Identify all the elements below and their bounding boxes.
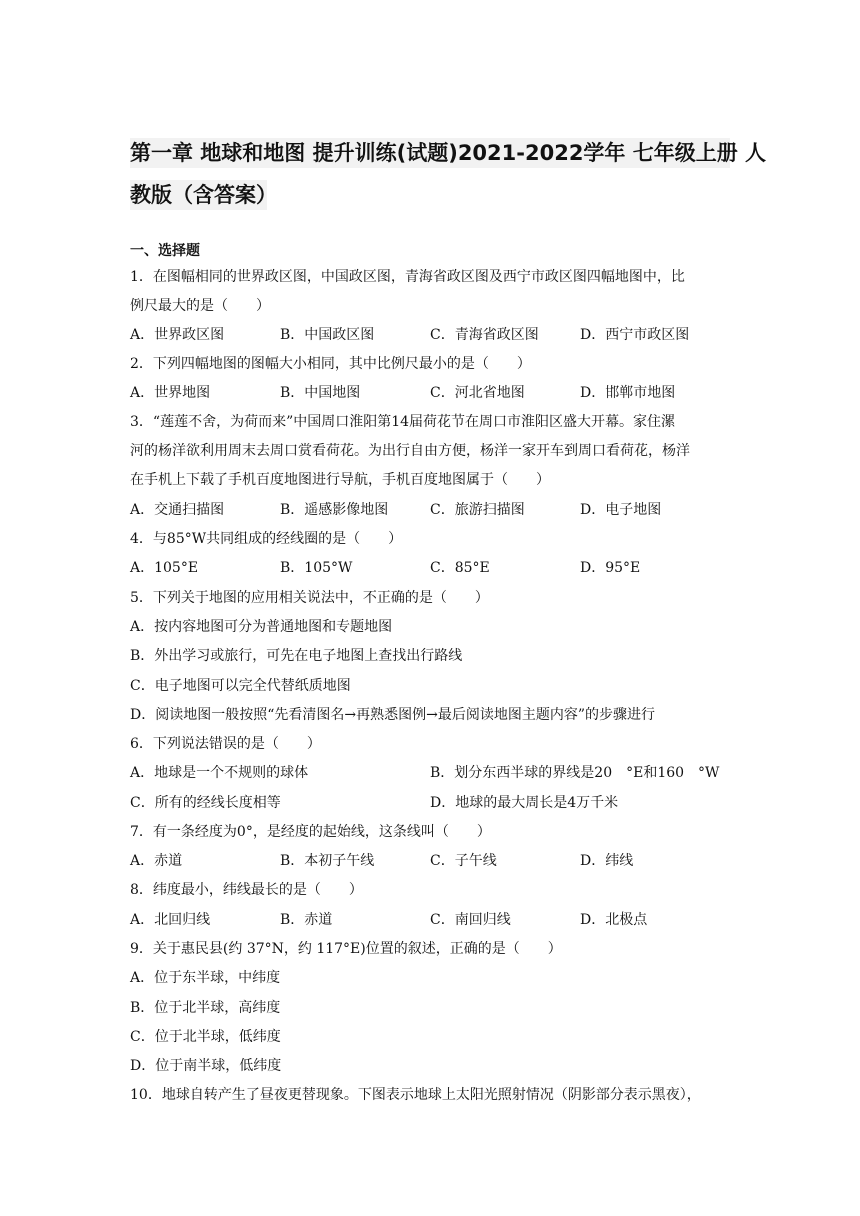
question-9-option-c: C．位于北半球，低纬度 xyxy=(130,1029,281,1045)
question-4-option-b: B．105°W xyxy=(280,560,353,576)
question-9-option-d: D．位于南半球，低纬度 xyxy=(130,1058,282,1074)
question-5-option-d: D．阅读地图一般按照“先看清图名→再熟悉图例→最后阅读地图主题内容”的步骤进行 xyxy=(130,707,655,723)
question-5-option-b: B．外出学习或旅行，可先在电子地图上查找出行路线 xyxy=(130,648,463,664)
question-1-option-a: A．世界政区图 xyxy=(130,327,225,343)
question-8-option-a: A．北回归线 xyxy=(130,912,211,928)
document-title-line-2: 教版（含答案） xyxy=(130,180,267,210)
question-9-stem: 9．关于惠民县(约 37°N，约 117°E)位置的叙述，正确的是（ ） xyxy=(130,941,562,957)
question-5-option-c: C．电子地图可以完全代替纸质地图 xyxy=(130,678,351,694)
question-6-option-c: C．所有的经线长度相等 xyxy=(130,795,281,811)
question-10-stem: 10．地球自转产生了昼夜更替现象。下图表示地球上太阳光照射情况（阴影部分表示黑夜）， xyxy=(130,1087,701,1103)
question-8-option-c: C．南回归线 xyxy=(430,912,511,928)
question-1-option-c: C．青海省政区图 xyxy=(430,327,539,343)
document-title-line-1: 第一章 地球和地图 提升训练(试题)2021-2022学年 七年级上册 人 xyxy=(130,138,730,168)
question-1-stem-line-1: 1．在图幅相同的世界政区图，中国政区图，青海省政区图及西宁市政区图四幅地图中，比 xyxy=(130,269,685,285)
question-7-option-a: A．赤道 xyxy=(130,853,183,869)
question-1-stem-line-2: 例尺最大的是（ ） xyxy=(130,298,270,314)
question-6-option-d: D．地球的最大周长是4万千米 xyxy=(430,795,619,811)
question-7-option-d: D．纬线 xyxy=(580,853,634,869)
question-1-option-d: D．西宁市政区图 xyxy=(580,327,690,343)
question-2-option-a: A．世界地图 xyxy=(130,385,211,401)
question-6-stem: 6．下列说法错误的是（ ） xyxy=(130,736,321,752)
question-3-stem-line-2: 河的杨洋欲利用周末去周口赏看荷花。为出行自由方便，杨洋一家开车到周口看荷花，杨洋 xyxy=(130,443,690,459)
question-3-stem-line-1: 3．“莲莲不舍，为荷而来”中国周口淮阳第14届荷花节在周口市淮阳区盛大开幕。家住漯 xyxy=(130,414,676,430)
question-9-option-b: B．位于北半球，高纬度 xyxy=(130,1000,281,1016)
question-8-stem: 8．纬度最小，纬线最长的是（ ） xyxy=(130,882,363,898)
question-4-option-d: D．95°E xyxy=(580,560,641,576)
section-heading: 一、选择题 xyxy=(130,243,200,259)
question-3-option-b: B．遥感影像地图 xyxy=(280,502,389,518)
question-2-option-b: B．中国地图 xyxy=(280,385,361,401)
question-4-option-a: A．105°E xyxy=(130,560,199,576)
question-3-stem-line-3: 在手机上下载了手机百度地图进行导航，手机百度地图属于（ ） xyxy=(130,472,550,488)
question-3-option-d: D．电子地图 xyxy=(580,502,662,518)
question-7-option-b: B．本初子午线 xyxy=(280,853,375,869)
question-4-stem: 4．与85°W共同组成的经线圈的是（ ） xyxy=(130,531,403,547)
question-5-option-a: A．按内容地图可分为普通地图和专题地图 xyxy=(130,619,393,635)
question-2-stem: 2．下列四幅地图的图幅大小相同，其中比例尺最小的是（ ） xyxy=(130,356,531,372)
question-7-option-c: C．子午线 xyxy=(430,853,497,869)
question-7-stem: 7．有一条经度为0°，是经度的起始线，这条线叫（ ） xyxy=(130,824,491,840)
question-8-option-d: D．北极点 xyxy=(580,912,648,928)
question-4-option-c: C．85°E xyxy=(430,560,490,576)
question-8-option-b: B．赤道 xyxy=(280,912,333,928)
question-6-option-a: A．地球是一个不规则的球体 xyxy=(130,765,309,781)
question-3-option-a: A．交通扫描图 xyxy=(130,502,225,518)
question-2-option-c: C．河北省地图 xyxy=(430,385,525,401)
question-2-option-d: D．邯郸市地图 xyxy=(580,385,676,401)
question-5-stem: 5．下列关于地图的应用相关说法中，不正确的是（ ） xyxy=(130,590,489,606)
question-1-option-b: B．中国政区图 xyxy=(280,327,375,343)
question-9-option-a: A．位于东半球，中纬度 xyxy=(130,970,281,986)
question-3-option-c: C．旅游扫描图 xyxy=(430,502,525,518)
question-6-option-b: B．划分东西半球的界线是20 °E和160 °W xyxy=(430,765,720,781)
